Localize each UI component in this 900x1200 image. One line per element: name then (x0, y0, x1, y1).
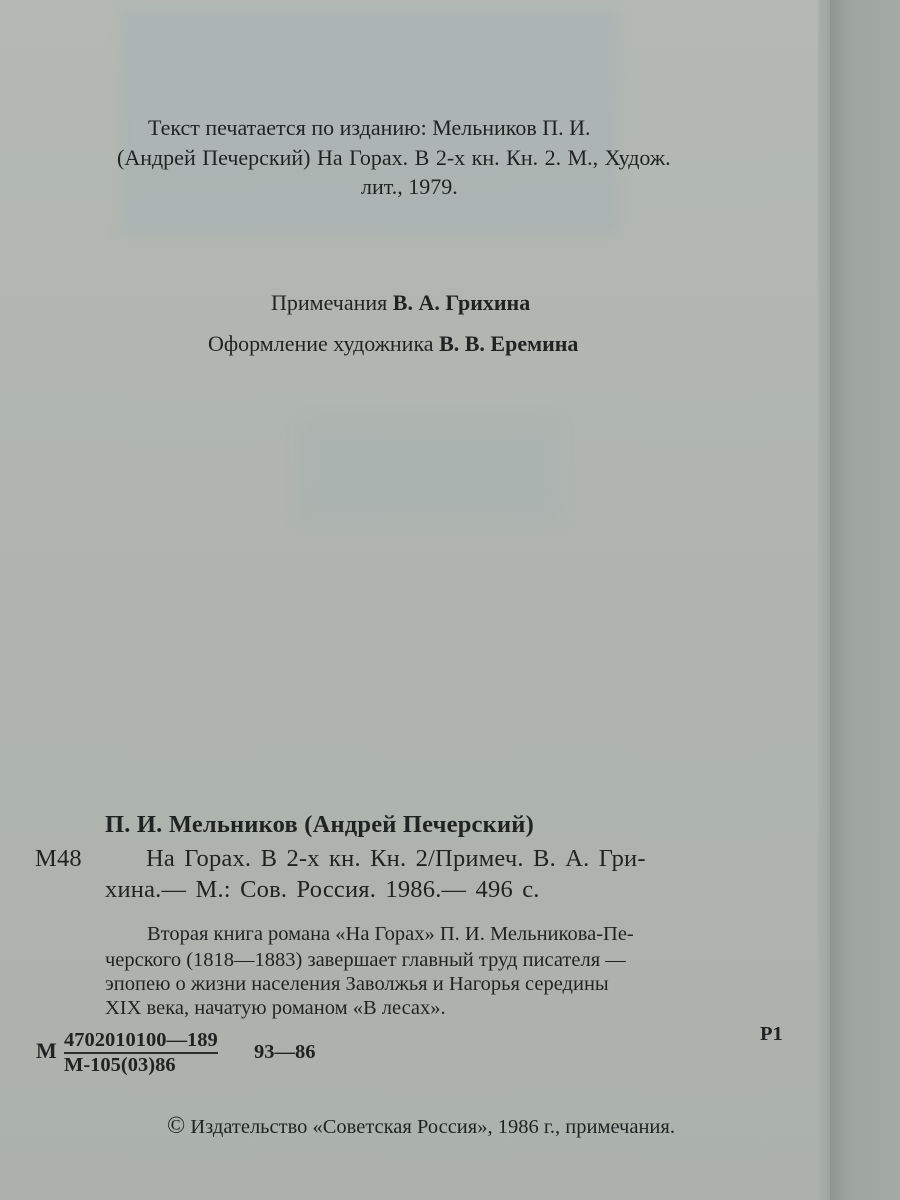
copyright-text: Издательство «Советская Россия», 1986 г., примечания. (190, 1116, 675, 1138)
source-note-line-3: лит., 1979. (361, 174, 458, 199)
publisher-code-suffix: 93—86 (254, 1041, 316, 1063)
page-edge (818, 0, 830, 1200)
copyright-icon: © (167, 1113, 186, 1139)
annotation-line-2: черского (1818—1883) завершает главный труд писателя — (105, 949, 626, 971)
bbk-code: Р1 (760, 1023, 783, 1045)
annotation-line-4: XIX века, начатую романом «В лесах». (105, 997, 446, 1019)
show-through-print (300, 420, 560, 520)
notes-credit (271, 292, 530, 314)
design-credit-label: Оформление художника (208, 331, 434, 356)
copyright-line (167, 1114, 675, 1138)
annotation-line-1: Вторая книга романа «На Горах» П. И. Мельникова-Пе- (147, 923, 634, 945)
catalog-entry-line-2: хина.— М.: Сов. Россия. 1986.— 496 с. (105, 876, 540, 903)
design-credit-name: В. В. Еремина (439, 331, 579, 356)
catalog-entry-line-1: На Горах. В 2-х кн. Кн. 2/Примеч. В. А. Гри- (146, 845, 646, 872)
source-note-line-2: (Андрей Печерский) На Горах. В 2-х кн. Кн. 2. М., Худож. (117, 145, 671, 170)
publisher-code-numerator: 4702010100—189 (64, 1030, 218, 1054)
annotation-line-3: эпопею о жизни населения Заволжья и Нагорья середины (105, 973, 609, 995)
catalog-author-heading: П. И. Мельников (Андрей Печерский) (105, 811, 534, 838)
publisher-code-denominator: М-105(03)86 (64, 1054, 176, 1076)
design-credit (208, 333, 578, 355)
source-note-line-1: Текст печатается по изданию: Мельников П. И. (148, 115, 591, 140)
publisher-code-prefix: М (36, 1038, 57, 1063)
adjacent-page (830, 0, 900, 1200)
notes-credit-name: В. А. Грихина (392, 290, 531, 315)
notes-credit-label: Примечания (271, 290, 388, 315)
catalog-index-code: М48 (35, 845, 82, 872)
